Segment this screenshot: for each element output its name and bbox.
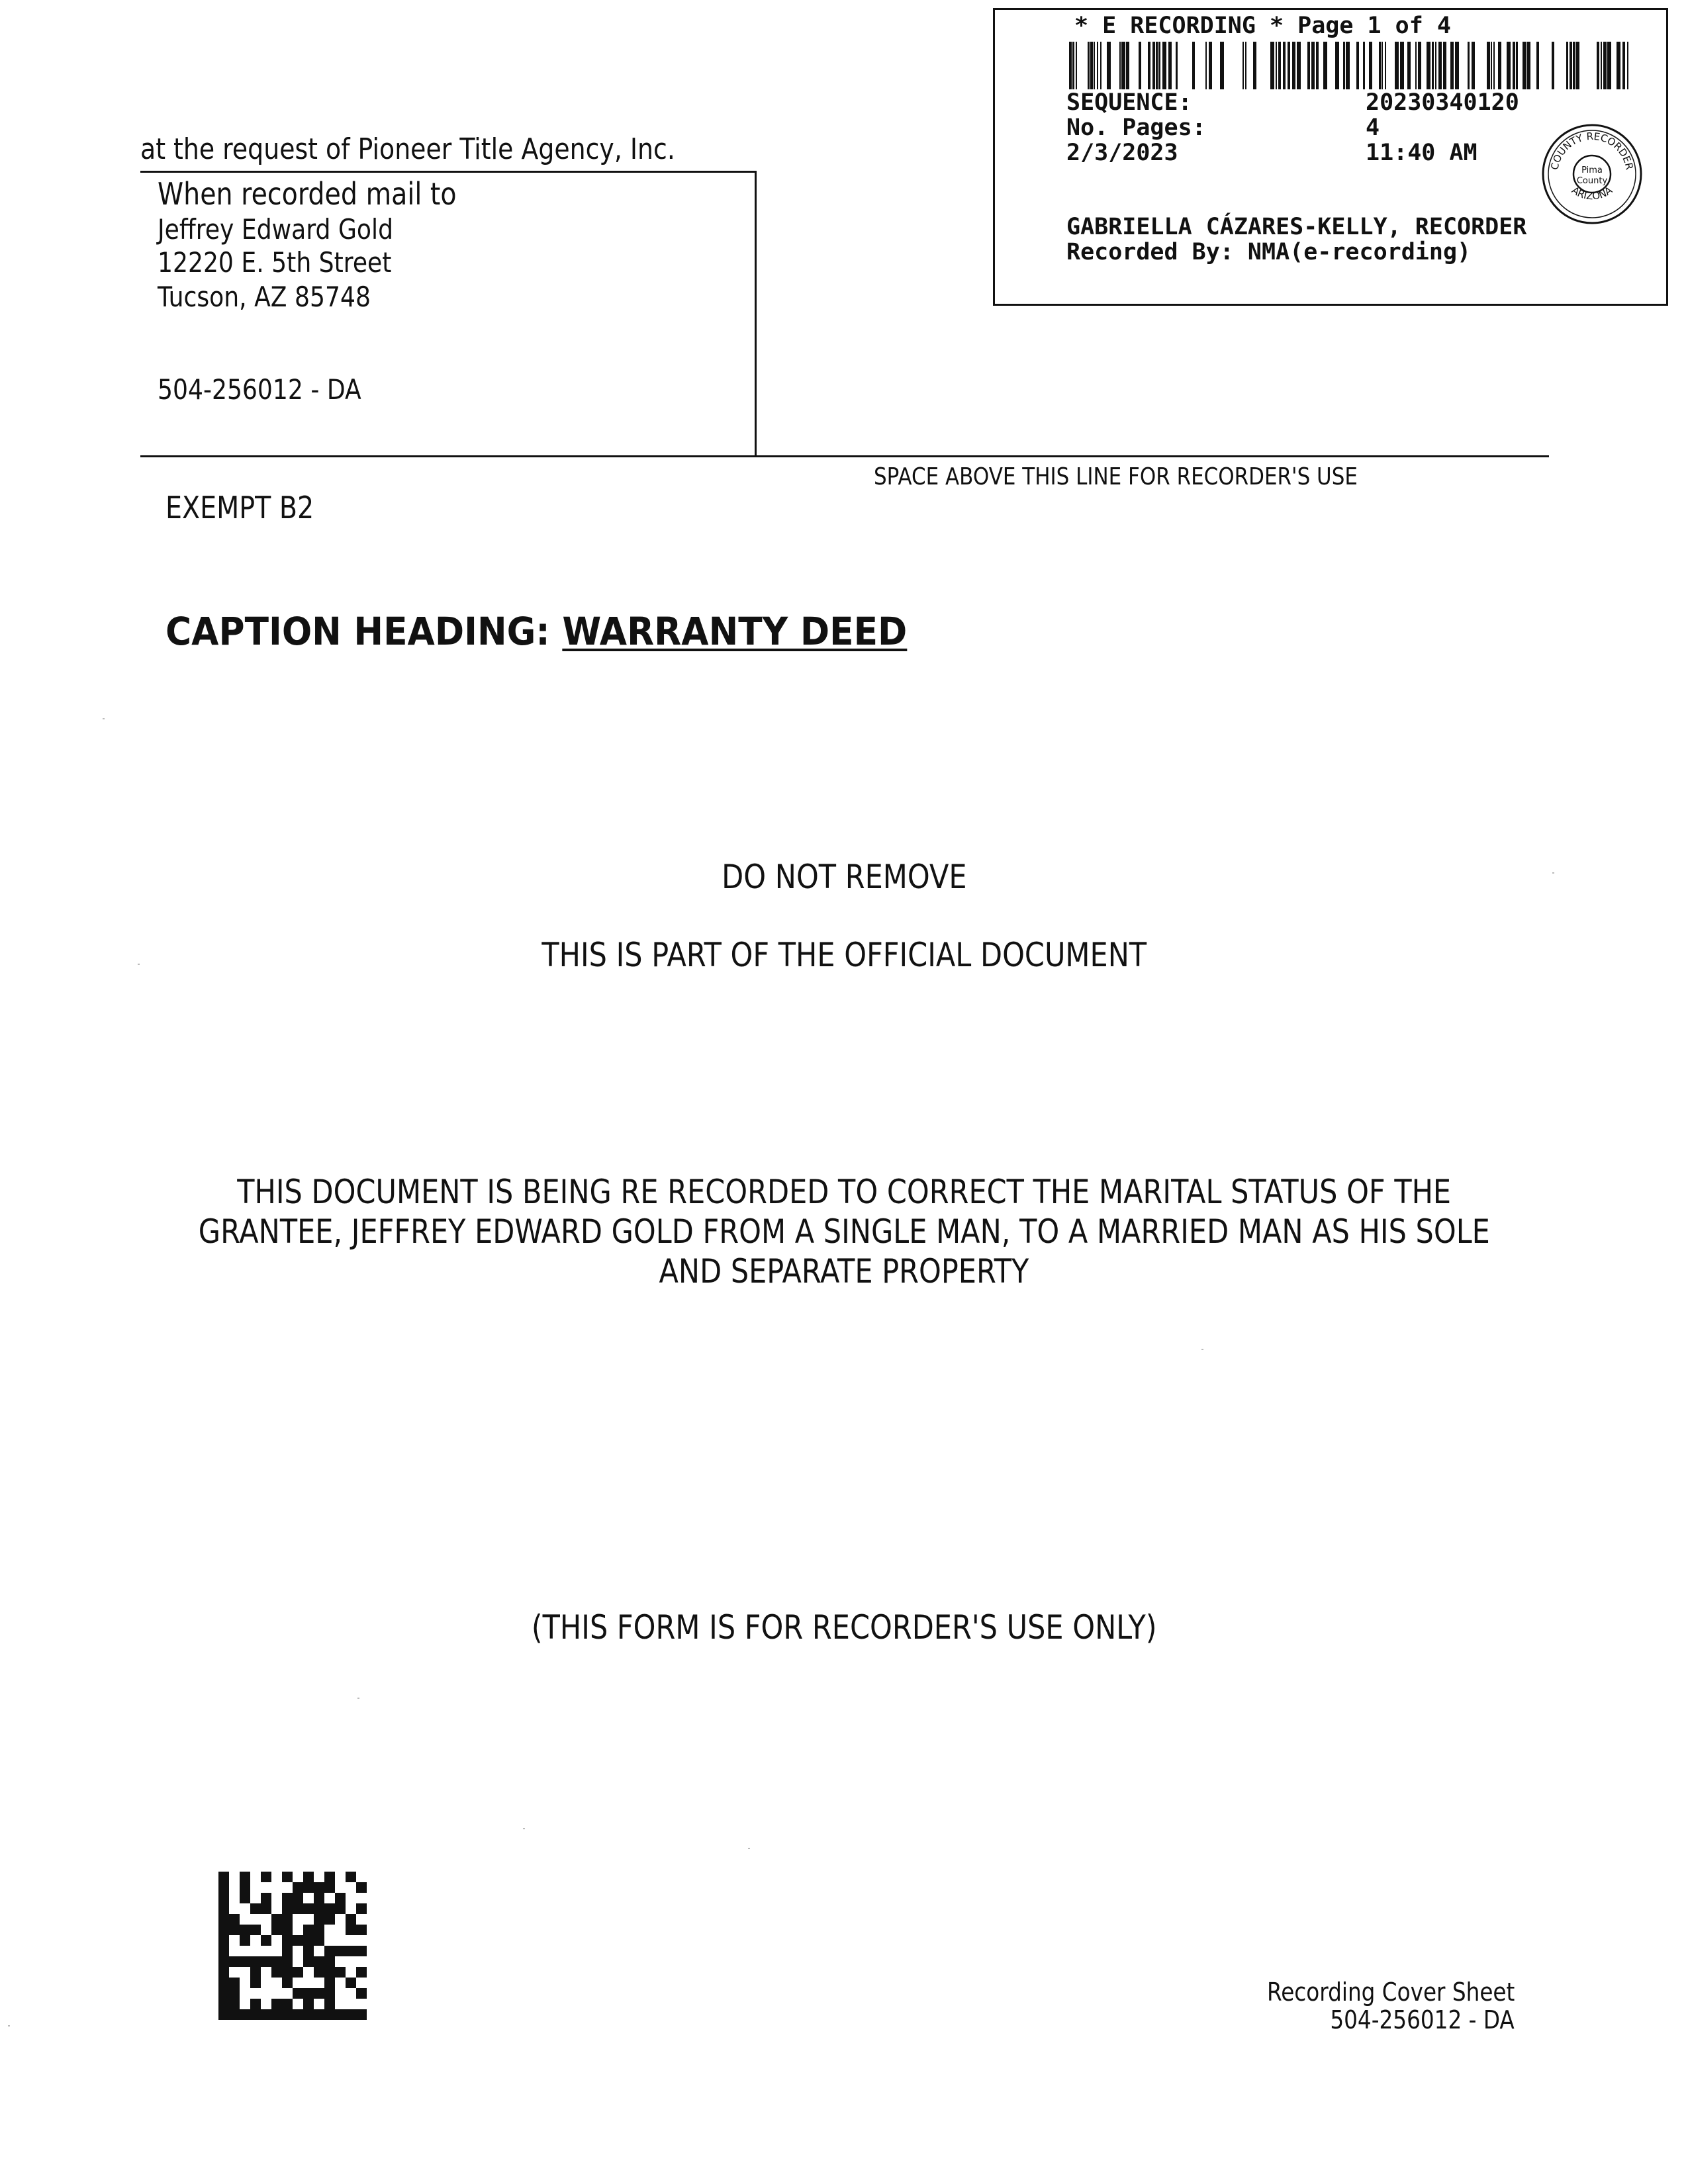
official-document-notice [0,936,1688,974]
mail-to-street: 12220 E. 5th Street [158,246,392,279]
mail-to-city: Tucson, AZ 85748 [158,281,371,313]
mail-to-name: Jeffrey Edward Gold [158,213,393,246]
caption-label: CAPTION HEADING: [165,609,563,654]
recording-stamp-box [993,8,1668,306]
rerecord-notice-line [0,1252,1688,1291]
sequence-label: SEQUENCE: [1066,89,1192,116]
seal-bottom-text: ARIZONA [1570,184,1615,203]
cover-sheet-number: 504-256012 - DA [1330,2005,1515,2034]
pages-value: 4 [1366,114,1380,141]
scan-speck [748,1848,750,1849]
mail-to-label: When recorded mail to [158,176,457,212]
do-not-remove-text: DO NOT REMOVE [721,858,967,896]
datamatrix-code-icon [218,1872,367,2020]
seal-top-text: COUNTY RECORDER [1548,130,1636,171]
rerecord-text-3: AND SEPARATE PROPERTY [659,1252,1029,1291]
mail-box-right-border [755,171,757,457]
space-above-line-note: SPACE ABOVE THIS LINE FOR RECORDER'S USE [874,463,1358,490]
recorder-name: GABRIELLA CÁZARES-KELLY, RECORDER [1066,214,1527,240]
caption-title: WARRANTY DEED [562,609,908,654]
scan-speck [523,1828,525,1829]
recording-time: 11:40 AM [1366,140,1477,166]
request-underline [140,171,756,173]
scan-speck [357,1698,359,1699]
caption-heading [165,609,907,654]
rerecord-text-2: GRANTEE, JEFFREY EDWARD GOLD FROM A SINGLE MAN, TO A MARRIED MAN AS HIS SOLE [198,1212,1490,1251]
sequence-value: 20230340120 [1366,89,1519,116]
official-document-text: THIS IS PART OF THE OFFICIAL DOCUMENT [541,936,1147,974]
seal-center-text-2: County [1576,176,1608,186]
svg-text:ARIZONA [1570,184,1615,203]
recorder-space-rule [140,455,1549,457]
rerecord-notice-line [0,1173,1688,1211]
scan-speck [8,2025,10,2026]
recorders-use-only-text: (THIS FORM IS FOR RECORDER'S USE ONLY) [531,1608,1157,1647]
recording-request-line: at the request of Pioneer Title Agency, Inc. [140,132,675,166]
recorders-use-only-notice [0,1608,1688,1647]
scan-speck [138,964,140,965]
county-seal-icon [1539,121,1645,227]
exempt-code: EXEMPT B2 [165,490,314,525]
rerecord-notice-line [0,1212,1688,1251]
recorded-by: Recorded By: NMA(e-recording) [1066,239,1472,265]
do-not-remove-notice [0,858,1688,896]
escrow-number: 504-256012 - DA [158,373,361,406]
scan-speck [1201,1349,1203,1350]
pages-label: No. Pages: [1066,114,1206,141]
scan-speck [1552,872,1554,874]
cover-sheet-title: Recording Cover Sheet [1266,1978,1515,2007]
stamp-header: * E RECORDING * Page 1 of 4 [1074,13,1451,39]
scan-speck [103,718,105,719]
recording-date: 2/3/2023 [1066,140,1178,166]
seal-center-text-1: Pima [1581,165,1603,175]
barcode-icon [1069,42,1632,89]
rerecord-text-1: THIS DOCUMENT IS BEING RE RECORDED TO CORRECT THE MARITAL STATUS OF THE [237,1173,1451,1211]
